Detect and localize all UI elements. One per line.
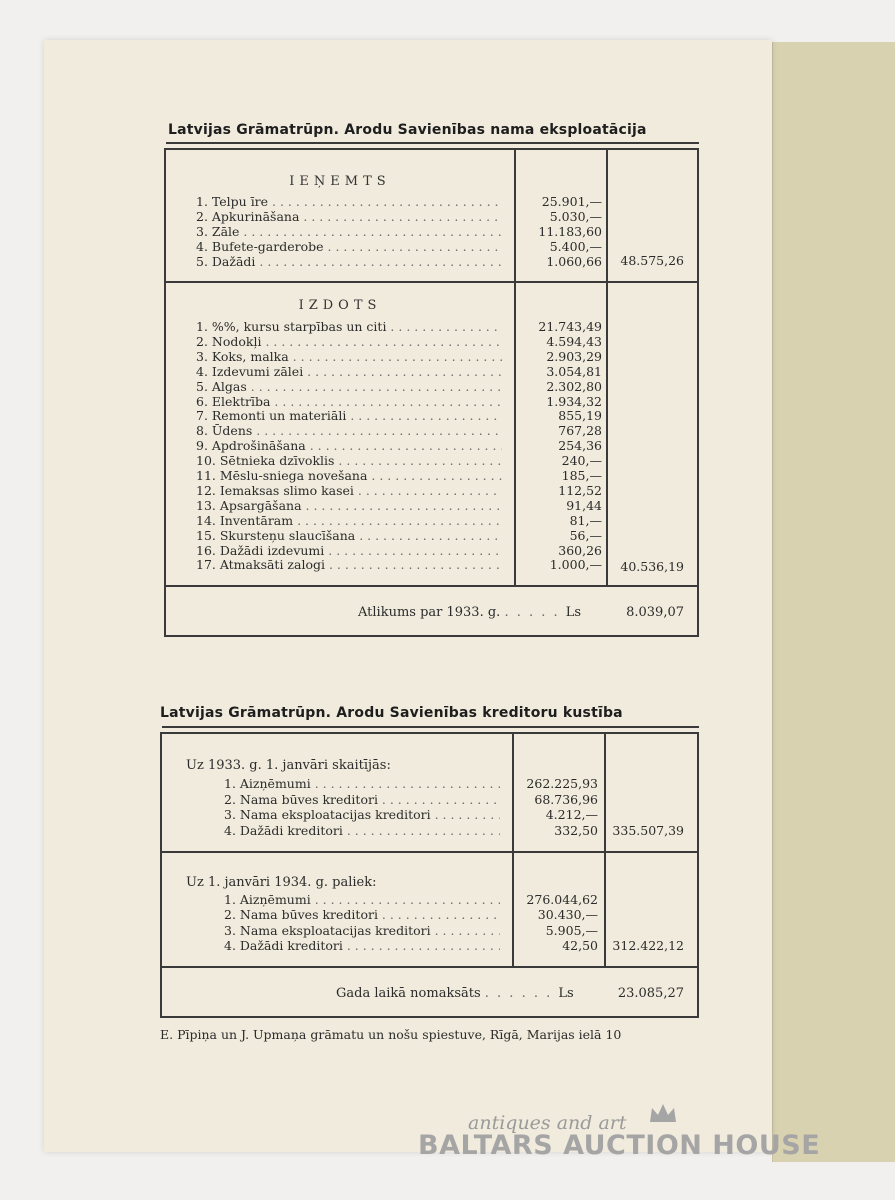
table-row [224, 808, 596, 823]
table-row [196, 542, 602, 559]
row-label: 8. Ūdens . . . [196, 424, 502, 439]
table-row [196, 438, 602, 454]
creditors-total-1934: 312.422,12 [612, 938, 684, 953]
row-amount: 240,— [561, 453, 602, 469]
table-row [196, 378, 602, 395]
table-row [224, 924, 596, 939]
balance-currency: Ls [565, 605, 582, 620]
row-label: 14. Inventāram . . . [196, 514, 502, 529]
row-amount: 276.044,62 [526, 892, 598, 907]
paid-value: 23.085,27 [617, 986, 684, 1001]
table-row [196, 527, 602, 544]
table-row [196, 208, 602, 225]
income-total: 48.575,26 [620, 253, 684, 268]
row-amount: 5.400,— [549, 238, 602, 254]
row-amount: 4.212,— [545, 807, 598, 823]
row-label: 1. %%, kursu starpības un citi . . . [196, 320, 502, 335]
row-label: 2. Nodokļi . . . [196, 335, 502, 350]
row-amount: 767,28 [558, 423, 602, 439]
table2-rule [162, 726, 699, 728]
row-amount: 2.903,29 [546, 348, 602, 364]
row-label: 3. Zāle . . . [196, 225, 502, 240]
table2-balance-divider [162, 966, 697, 968]
row-label: 4. Dažādi kreditori . . . [224, 939, 500, 954]
table-row [224, 908, 596, 923]
row-amount: 3.054,81 [546, 363, 602, 379]
table-row [196, 253, 602, 270]
table-row [196, 512, 602, 529]
paid-label: Gada laikā nomaksāts [336, 986, 481, 1001]
row-label: 1. Aizņēmumi . . . [224, 893, 500, 908]
table-row [196, 453, 602, 469]
table-row [196, 223, 602, 240]
row-label: 2. Nama būves kreditori . . . [224, 908, 500, 923]
row-amount: 185,— [561, 468, 602, 483]
table1-section-divider [166, 281, 697, 283]
row-label: 11. Mēslu-sniega novešana . . . [196, 469, 502, 484]
row-label: 15. Skursteņu slaucīšana . . . [196, 529, 502, 544]
row-label: 6. Elektrība . . . [196, 395, 502, 410]
crown-icon [648, 1102, 678, 1124]
row-amount: 5.030,— [549, 208, 602, 224]
row-label: 1. Aizņēmumi . . . [224, 777, 500, 792]
paid-currency: Ls [558, 986, 574, 1001]
table2-section-divider [162, 851, 697, 853]
table-row [224, 824, 596, 839]
row-label: 16. Dažādi izdevumi . . . [196, 544, 502, 559]
table-row [196, 408, 602, 424]
table-row [196, 194, 602, 210]
row-amount: 4.594,43 [546, 333, 602, 349]
row-amount: 2.302,80 [546, 378, 602, 394]
table1-col-divider-2 [606, 150, 608, 586]
row-label: 13. Apsargāšana . . . [196, 499, 502, 514]
table-row [196, 482, 602, 499]
row-amount: 1.934,32 [546, 393, 602, 409]
table-row [224, 777, 596, 792]
table1-rule [166, 142, 699, 144]
creditors-total-1933: 335.507,39 [612, 823, 684, 838]
row-amount: 11.183,60 [538, 223, 602, 239]
table-row [196, 497, 602, 514]
table-row [196, 393, 602, 410]
table2-title: Latvijas Grāmatrūpn. Arodu Savienības kreditoru kustība [160, 705, 623, 721]
row-amount: 30.430,— [537, 907, 598, 923]
creditors-intro-1934: Uz 1. janvāri 1934. g. paliek: [186, 875, 377, 890]
row-amount: 5.905,— [545, 922, 598, 938]
table-row [196, 348, 602, 365]
row-amount: 81,— [569, 512, 602, 528]
row-amount: 1.000,— [549, 557, 602, 573]
income-heading: IEŅEMTS [289, 174, 391, 189]
table-row [224, 939, 596, 954]
table1-balance-divider [166, 585, 697, 587]
row-label: 7. Remonti un materiāli . . . [196, 409, 502, 424]
row-label: 2. Apkurināšana . . . [196, 210, 502, 225]
printer-imprint: E. Pīpiņa un J. Upmaņa grāmatu un nošu spiestuve, Rīgā, Marijas ielā 10 [160, 1027, 622, 1042]
table1-balance: Atlikums par 1933. g. . . . . . Ls [358, 605, 582, 620]
row-amount: 91,44 [566, 497, 602, 513]
table1-title: Latvijas Grāmatrūpn. Arodu Savienības nama eksploatācija [168, 122, 647, 138]
table-row [224, 893, 596, 908]
row-label: 4. Dažādi kreditori . . . [224, 824, 500, 839]
row-label: 17. Atmaksāti zalogi . . . [196, 558, 502, 573]
row-amount: 68.736,96 [534, 791, 598, 807]
expenses-total: 40.536,19 [620, 559, 684, 574]
row-amount: 1.060,66 [546, 253, 602, 269]
row-amount: 855,19 [558, 408, 602, 424]
creditors-intro-1933: Uz 1933. g. 1. janvāri skaitījās: [186, 758, 391, 773]
row-amount: 42,50 [562, 937, 598, 953]
expenses-heading: IZDOTS [298, 298, 382, 313]
row-amount: 332,50 [554, 823, 598, 839]
watermark-tagline: antiques and art [468, 1112, 627, 1134]
row-label: 10. Sētnieka dzīvoklis . . . [196, 454, 502, 469]
table-row [196, 363, 602, 380]
watermark-brand: BALTARS AUCTION HOUSE [418, 1130, 821, 1161]
row-label: 5. Dažādi . . . [196, 255, 502, 270]
row-label: 3. Koks, malka . . . [196, 350, 502, 365]
row-amount: 360,26 [558, 542, 602, 558]
balance-label: Atlikums par 1933. g. [358, 605, 501, 620]
row-label: 2. Nama būves kreditori . . . [224, 793, 500, 808]
row-amount: 254,36 [558, 438, 602, 454]
row-label: 5. Algas . . . [196, 380, 502, 395]
table-row [196, 238, 602, 255]
row-label: 1. Telpu īre . . . [196, 195, 502, 210]
row-label: 3. Nama eksploatacijas kreditori . . . [224, 808, 500, 823]
row-amount: 25.901,— [541, 194, 602, 209]
row-label: 4. Bufete-garderobe . . . [196, 240, 502, 255]
table2-balance: Gada laikā nomaksāts . . . . . . Ls [336, 986, 574, 1001]
row-label: 12. Iemaksas slimo kasei . . . [196, 484, 502, 499]
row-amount: 21.743,49 [538, 319, 602, 334]
balance-value: 8.039,07 [626, 605, 684, 620]
row-amount: 112,52 [558, 482, 602, 498]
table-row [196, 319, 602, 335]
row-amount: 56,— [569, 527, 602, 543]
back-cover [772, 42, 895, 1162]
table-row [196, 468, 602, 484]
table-row [196, 557, 602, 573]
table-row [224, 793, 596, 808]
table-row [196, 423, 602, 439]
row-label: 3. Nama eksploatacijas kreditori . . . [224, 924, 500, 939]
row-label: 9. Apdrošināšana . . . [196, 439, 502, 454]
row-label: 4. Izdevumi zālei . . . [196, 365, 502, 380]
row-amount: 262.225,93 [526, 776, 598, 791]
table-row [196, 333, 602, 350]
